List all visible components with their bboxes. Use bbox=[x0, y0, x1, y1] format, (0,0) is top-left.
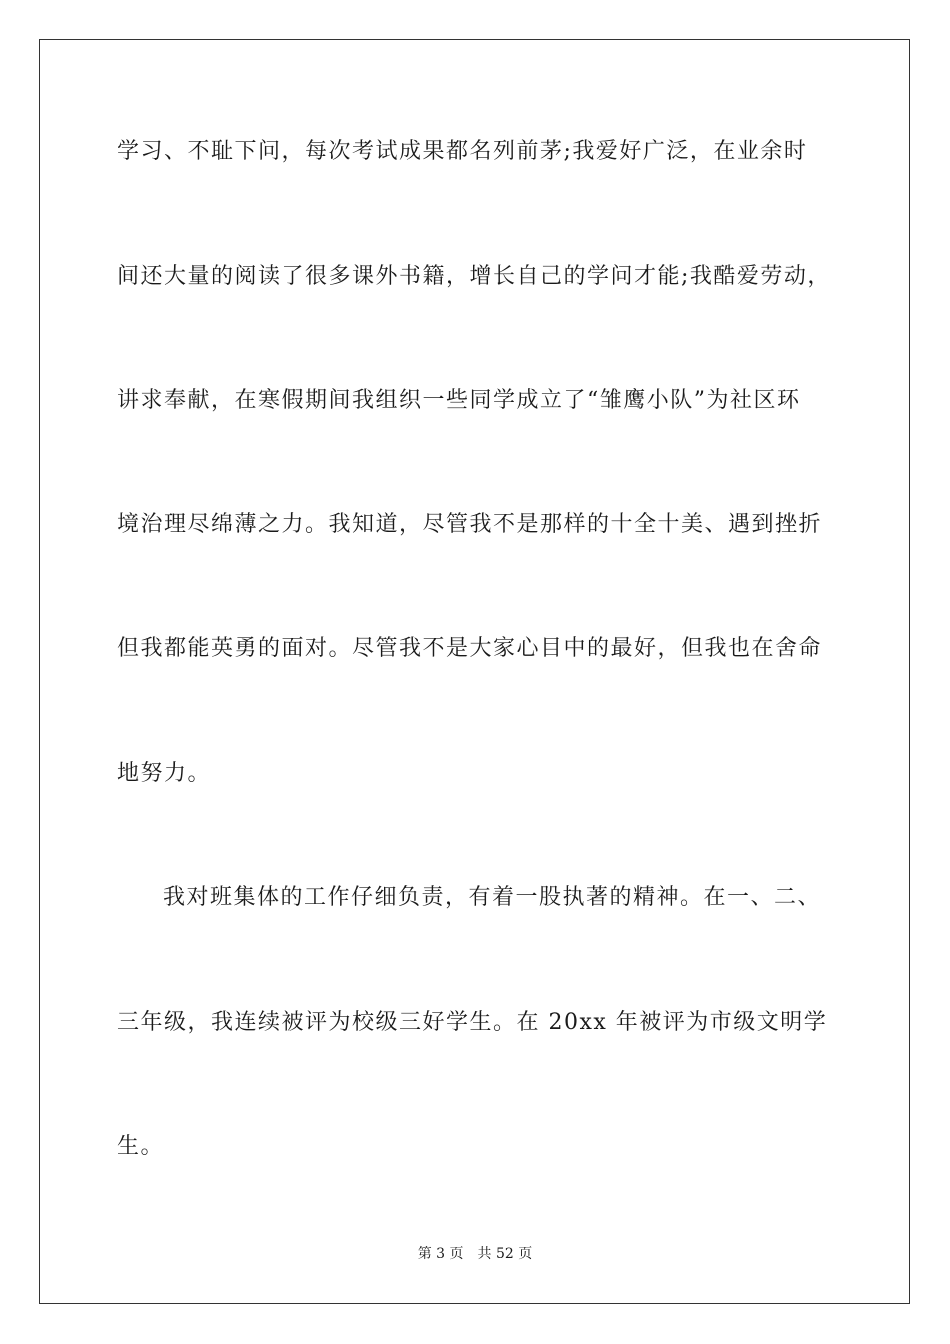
body-line-3: 讲求奉献，在寒假期间我组织一些同学成立了“雏鹰小队”为社区环 bbox=[117, 388, 801, 413]
page-number-footer: 第 3 页 共 52 页 bbox=[417, 1246, 533, 1262]
body-line-2: 间还大量的阅读了很多课外书籍，增长自己的学问才能;我酷爱劳动， bbox=[117, 264, 831, 289]
body-line-1: 学习、不耻下问，每次考试成果都名列前茅;我爱好广泛，在业余时 bbox=[117, 139, 808, 164]
body-line-5: 但我都能英勇的面对。尽管我不是大家心目中的最好，但我也在舍命 bbox=[117, 636, 823, 661]
body-line-4: 境治理尽绵薄之力。我知道，尽管我不是那样的十全十美、遇到挫折 bbox=[117, 512, 823, 537]
body-line-8: 三年级，我连续被评为校级三好学生。在 20xx 年被评为市级文明学 bbox=[117, 1010, 828, 1035]
page-border bbox=[39, 39, 910, 1304]
body-line-7: 我对班集体的工作仔细负责，有着一股执著的精神。在一、二、 bbox=[163, 885, 822, 910]
body-line-6: 地努力。 bbox=[117, 761, 212, 786]
body-line-9: 生。 bbox=[117, 1134, 165, 1159]
